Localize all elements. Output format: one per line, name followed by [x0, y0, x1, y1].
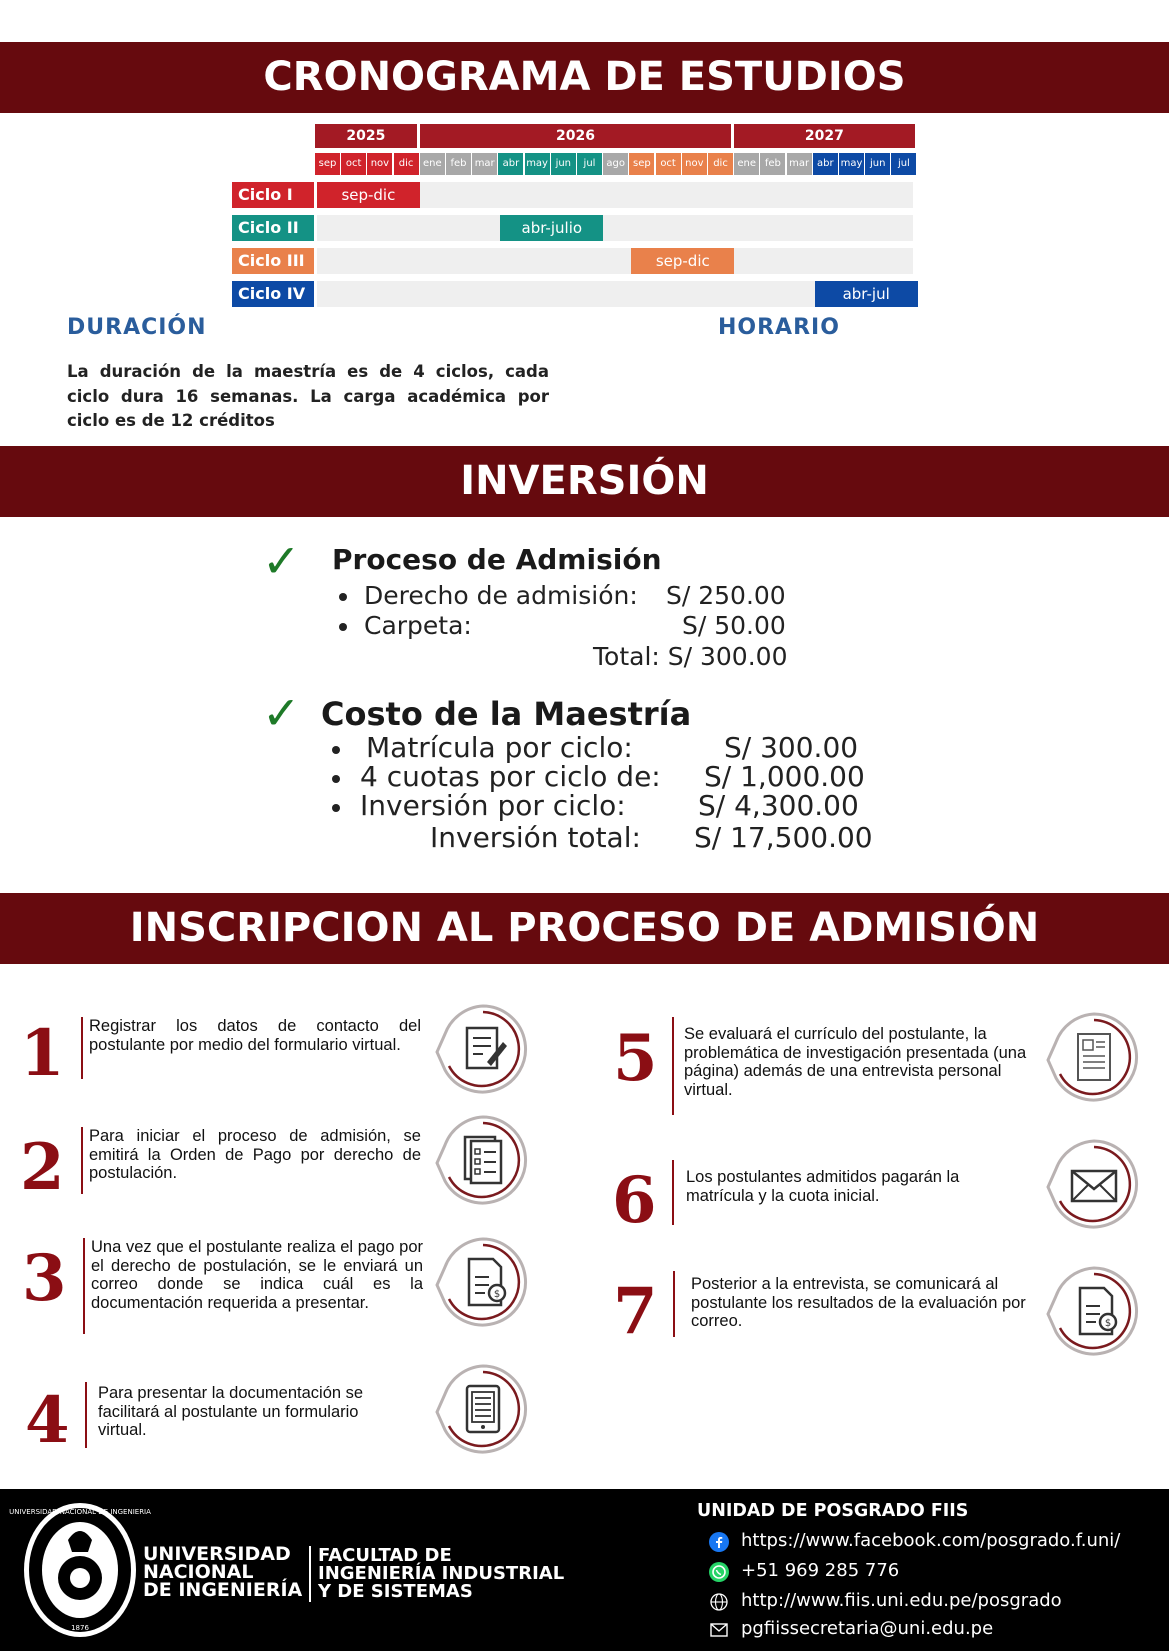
admission-item-value: S/ 50.00 — [682, 611, 786, 640]
svg-text:$: $ — [493, 1289, 501, 1300]
unit-title: UNIDAD DE POSGRADO FIIS — [697, 1501, 969, 1521]
program-item-value: S/ 1,000.00 — [704, 760, 865, 793]
month-cell: dic — [708, 153, 733, 175]
month-cell: mar — [472, 153, 497, 175]
step-divider — [672, 1160, 674, 1225]
program-item-label: Inversión por ciclo: — [360, 789, 626, 822]
facebook-icon — [709, 1532, 729, 1552]
cycle-label: Ciclo IV — [232, 281, 314, 307]
tablet-form-icon — [433, 1360, 533, 1460]
step-number: 5 — [613, 1021, 658, 1096]
month-cell: sep — [629, 153, 654, 175]
admission-title: Proceso de Admisión — [332, 543, 662, 576]
month-cell: abr — [813, 153, 838, 175]
month-cell: jun — [551, 153, 576, 175]
month-cell: may — [839, 153, 864, 175]
step-number: 7 — [613, 1274, 658, 1349]
admission-item-label: Derecho de admisión: — [364, 581, 638, 610]
website-link[interactable]: http://www.fiis.uni.edu.pe/posgrado — [741, 1590, 1062, 1611]
cycle-track — [317, 248, 913, 274]
step-text: Los postulantes admitidos pagarán la matrícula y la cuota inicial. — [686, 1168, 960, 1205]
whatsapp-number[interactable]: +51 969 285 776 — [741, 1560, 900, 1581]
cycle-bar: abr-julio — [500, 215, 603, 241]
month-cell: ene — [734, 153, 759, 175]
month-cell: feb — [760, 153, 785, 175]
cycle-label: Ciclo II — [232, 215, 314, 241]
admission-total: Total: S/ 300.00 — [593, 642, 788, 671]
schedule-hours-title: HORARIO — [718, 315, 840, 340]
program-item-label: Matrícula por ciclo: — [366, 731, 633, 764]
step-number: 6 — [612, 1163, 657, 1238]
month-cell: oct — [656, 153, 681, 175]
month-cell: ago — [603, 153, 628, 175]
step-text: Posterior a la entrevista, se comunicará al postulante los resultados de la evaluación por correo. — [691, 1275, 1026, 1330]
month-cell: mar — [787, 153, 812, 175]
month-cell: jun — [865, 153, 890, 175]
svg-text:UNIVERSIDAD NACIONAL DE INGENI: UNIVERSIDAD NACIONAL DE INGENIERIA — [9, 1508, 151, 1516]
bullet — [339, 623, 347, 631]
step-divider — [85, 1382, 87, 1448]
investment-header: INVERSIÓN — [0, 446, 1169, 517]
mail-icon — [709, 1620, 729, 1640]
step-text: Para iniciar el proceso de admisión, se emitirá la Orden de Pago por derecho de postulación. — [89, 1127, 421, 1182]
program-item-value: S/ 4,300.00 — [698, 789, 859, 822]
month-cell: jul — [891, 153, 916, 175]
university-seal-icon — [9, 1500, 151, 1640]
step-text: Se evaluará el currículo del postulante, la problemática de investigación presentada (una página) además de una entrevista personal virtual. — [684, 1025, 1027, 1099]
invoice-icon — [433, 1233, 533, 1333]
checkmark-icon: ✓ — [262, 686, 301, 740]
program-item-label: 4 cuotas por ciclo de: — [360, 760, 661, 793]
step-divider — [673, 1271, 675, 1337]
month-cell: feb — [446, 153, 471, 175]
step-text: Para presentar la documentación se facilitará al postulante un formulario virtual. — [98, 1384, 364, 1439]
cycle-bar: sep-dic — [631, 248, 734, 274]
step-divider — [81, 1127, 83, 1194]
cycle-track — [317, 215, 913, 241]
step-divider — [83, 1238, 85, 1334]
email-link[interactable]: pgfiissecretaria@uni.edu.pe — [741, 1618, 994, 1639]
facebook-link[interactable]: https://www.facebook.com/posgrado.f.uni/ — [741, 1530, 1121, 1551]
inscription-header: INSCRIPCION AL PROCESO DE ADMISIÓN — [0, 893, 1169, 964]
month-cell: abr — [498, 153, 523, 175]
step-text: Registrar los datos de contacto del postulante por medio del formulario virtual. — [89, 1017, 421, 1054]
step-divider — [81, 1017, 83, 1079]
month-cell: jul — [577, 153, 602, 175]
month-cell: nov — [367, 153, 392, 175]
form-edit-icon — [433, 1000, 533, 1100]
schedule-header: CRONOGRAMA DE ESTUDIOS — [0, 42, 1169, 113]
schedule-chart — [0, 0, 1169, 320]
step-number: 1 — [20, 1016, 65, 1091]
bullet — [332, 746, 340, 754]
envelope-icon — [1044, 1135, 1144, 1235]
duration-text: La duración de la maestría es de 4 ciclos, cada ciclo dura 16 semanas. La carga académica por ciclo es de 12 créditos — [67, 362, 549, 430]
month-cell: nov — [682, 153, 707, 175]
globe-icon — [709, 1592, 729, 1612]
faculty-name: FACULTAD DE INGENIERÍA INDUSTRIAL Y DE SISTEMAS — [318, 1545, 565, 1602]
checklist-icon — [433, 1111, 533, 1211]
bullet — [332, 804, 340, 812]
month-cell: oct — [341, 153, 366, 175]
bullet — [332, 775, 340, 783]
duration-title: DURACIÓN — [67, 315, 207, 340]
invoice-icon — [1044, 1262, 1144, 1362]
month-cell: dic — [394, 153, 419, 175]
bullet — [339, 593, 347, 601]
admission-item-label: Carpeta: — [364, 611, 472, 640]
year-header: 2025 — [315, 124, 417, 148]
month-cell: sep — [315, 153, 340, 175]
cycle-bar: abr-jul — [815, 281, 918, 307]
resume-icon — [1044, 1008, 1144, 1108]
svg-text:$: $ — [1104, 1318, 1112, 1329]
program-total-label: Inversión total: — [430, 821, 641, 854]
month-cell: may — [525, 153, 550, 175]
footer-divider — [309, 1546, 311, 1602]
admission-item-value: S/ 250.00 — [666, 581, 786, 610]
program-total-value: S/ 17,500.00 — [694, 821, 873, 854]
year-header: 2027 — [734, 124, 914, 148]
month-cell: ene — [420, 153, 445, 175]
program-cost-title: Costo de la Maestría — [321, 695, 692, 733]
year-header: 2026 — [420, 124, 731, 148]
step-text: Una vez que el postulante realiza el pago por el derecho de postulación, se le enviará un correo donde se indica cuál es la documentación requerida a presentar. — [91, 1238, 423, 1312]
step-divider — [672, 1017, 674, 1115]
step-number: 4 — [25, 1383, 70, 1458]
program-item-value: S/ 300.00 — [724, 731, 859, 764]
university-name: UNIVERSIDAD NACIONAL DE INGENIERÍA — [143, 1543, 303, 1601]
svg-text:1876: 1876 — [71, 1624, 89, 1632]
checkmark-icon: ✓ — [262, 534, 301, 588]
step-number: 3 — [22, 1241, 67, 1316]
cycle-bar: sep-dic — [317, 182, 420, 208]
cycle-label: Ciclo I — [232, 182, 314, 208]
whatsapp-icon — [709, 1562, 729, 1582]
step-number: 2 — [20, 1130, 65, 1205]
cycle-label: Ciclo III — [232, 248, 314, 274]
